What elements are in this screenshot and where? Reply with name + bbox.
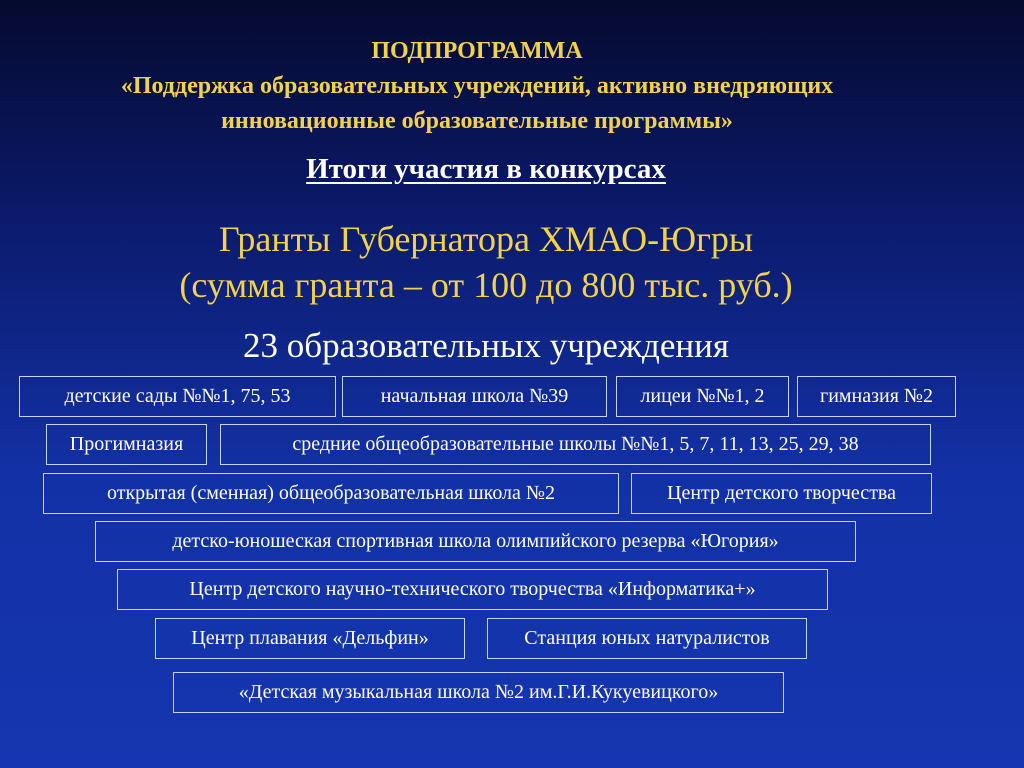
institution-box: Центр детского научно-технического творчества «Информатика+» xyxy=(117,569,828,610)
institution-box: Центр плавания «Дельфин» xyxy=(155,618,465,659)
institutions-count: 23 образовательных учреждения xyxy=(243,326,729,365)
institution-box: Прогимназия xyxy=(46,424,207,465)
institution-box: детские сады №№1, 75, 53 xyxy=(19,376,336,417)
institution-box: Станция юных натуралистов xyxy=(487,618,807,659)
institution-box: открытая (сменная) общеобразовательная школа №2 xyxy=(43,473,619,514)
subprogram-title-line-2: инновационные образовательные программы» xyxy=(221,108,733,134)
institution-box: лицеи №№1, 2 xyxy=(616,376,789,417)
subprogram-heading: ПОДПРОГРАММА xyxy=(371,38,583,64)
institution-box: средние общеобразовательные школы №№1, 5, 7, 11, 13, 25, 29, 38 xyxy=(220,424,931,465)
institution-box: «Детская музыкальная школа №2 им.Г.И.Кукуевицкого» xyxy=(173,672,784,713)
section-title: Итоги участия в конкурсах xyxy=(306,153,666,185)
institution-box: детско-юношеская спортивная школа олимпийского резерва «Югория» xyxy=(95,521,856,562)
institution-box: начальная школа №39 xyxy=(342,376,607,417)
institution-box: гимназия №2 xyxy=(797,376,956,417)
institution-box: Центр детского творчества xyxy=(631,473,932,514)
grants-title: Гранты Губернатора ХМАО-Югры xyxy=(218,219,754,259)
subprogram-title-line-1: «Поддержка образовательных учреждений, активно внедряющих xyxy=(120,73,834,99)
grants-amount: (сумма гранта – от 100 до 800 тыс. руб.) xyxy=(179,265,793,305)
